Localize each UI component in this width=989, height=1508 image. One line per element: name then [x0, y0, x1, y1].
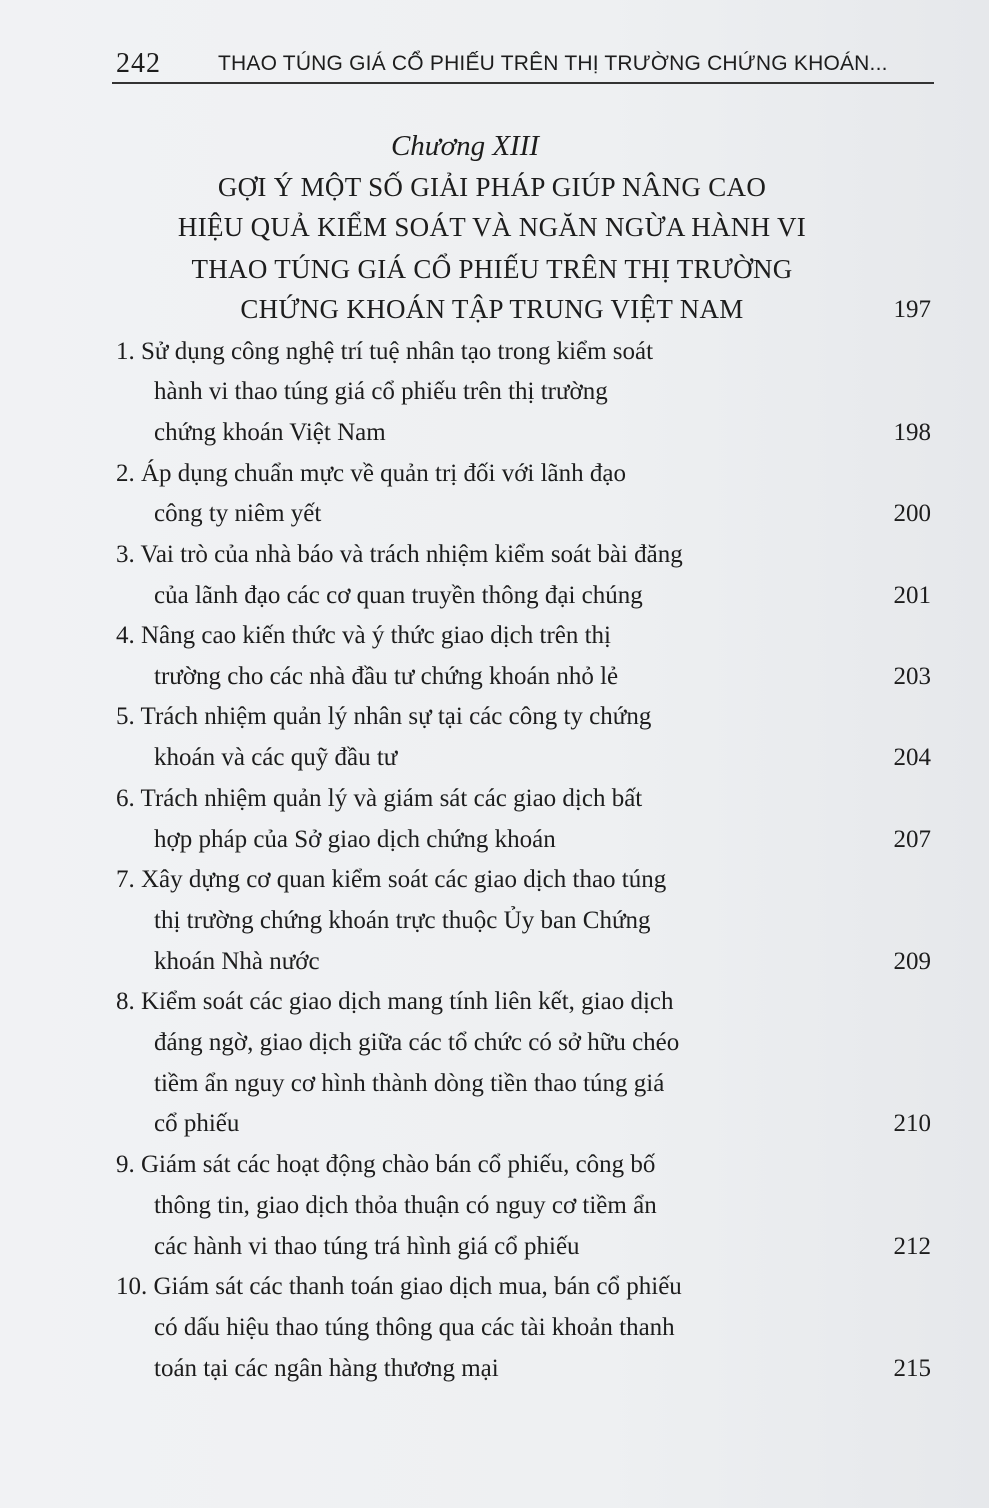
header-rule [112, 82, 934, 84]
toc-entry-line: thông tin, giao dịch thỏa thuận có nguy cơ tiềm ẩn [154, 1192, 657, 1219]
toc-entry-line: 1. Sử dụng công nghệ trí tuệ nhân tạo trong kiểm soát [116, 338, 654, 365]
toc-entry-line: thị trường chứng khoán trực thuộc Ủy ban Chứng [154, 907, 651, 934]
toc-entry-line: chứng khoán Việt Nam [154, 419, 386, 446]
chapter-title-line: THAO TÚNG GIÁ CỔ PHIẾU TRÊN THỊ TRƯỜNG [191, 254, 793, 284]
toc-entry-page: 201 [893, 582, 931, 609]
toc-entry-line: 3. Vai trò của nhà báo và trách nhiệm kiểm soát bài đăng [116, 541, 683, 568]
chapter-title-line: GỢI Ý MỘT SỐ GIẢI PHÁP GIÚP NÂNG CAO [217, 172, 767, 202]
toc-entry-line: trường cho các nhà đầu tư chứng khoán nhỏ lẻ [154, 663, 619, 690]
toc-entry-page: 204 [893, 744, 931, 771]
toc-entry-page: 215 [893, 1355, 931, 1382]
toc-entry-page: 198 [893, 419, 931, 446]
running-title: THAO TÚNG GIÁ CỔ PHIẾU TRÊN THỊ TRƯỜNG CHỨNG KHOÁN... [218, 52, 888, 75]
toc-entry-line: hành vi thao túng giá cổ phiếu trên thị trường [154, 378, 608, 405]
toc-entry-line: hợp pháp của Sở giao dịch chứng khoán [154, 826, 556, 853]
toc-entry-line: 9. Giám sát các hoạt động chào bán cổ phiếu, công bố [116, 1151, 656, 1178]
toc-entry-page: 210 [893, 1110, 931, 1137]
toc-entry-line: 8. Kiểm soát các giao dịch mang tính liên kết, giao dịch [116, 988, 674, 1015]
toc-entry-line: khoán và các quỹ đầu tư [154, 744, 398, 771]
toc-entry-page: 200 [893, 500, 931, 527]
toc-entry-line: 5. Trách nhiệm quản lý nhân sự tại các công ty chứng [116, 703, 652, 730]
toc-entry-line: tiềm ẩn nguy cơ hình thành dòng tiền thao túng giá [154, 1070, 665, 1097]
toc-entry-page: 203 [893, 663, 931, 690]
toc-entry-page: 207 [893, 826, 931, 853]
toc-entry-line: khoán Nhà nước [154, 948, 320, 975]
toc-entry-line: 6. Trách nhiệm quản lý và giám sát các giao dịch bất [116, 785, 643, 812]
chapter-page-ref: 197 [893, 296, 931, 323]
chapter-title-line: CHỨNG KHOÁN TẬP TRUNG VIỆT NAM [240, 294, 744, 324]
toc-entry-page: 209 [893, 948, 931, 975]
toc-entry-line: công ty niêm yết [154, 500, 322, 527]
toc-entry-line: toán tại các ngân hàng thương mại [154, 1355, 499, 1382]
toc-entry-line: 7. Xây dựng cơ quan kiểm soát các giao dịch thao túng [116, 866, 667, 893]
toc-entry-line: 10. Giám sát các thanh toán giao dịch mua, bán cổ phiếu [116, 1273, 682, 1300]
toc-entry-line: của lãnh đạo các cơ quan truyền thông đại chúng [154, 582, 643, 609]
toc-entry-line: các hành vi thao túng trá hình giá cổ phiếu [154, 1233, 580, 1260]
toc-entry-line: cổ phiếu [154, 1110, 240, 1137]
toc-entry-page: 212 [893, 1233, 931, 1260]
page-number: 242 [116, 48, 161, 79]
toc-entry-line: đáng ngờ, giao dịch giữa các tổ chức có sở hữu chéo [154, 1029, 680, 1056]
chapter-title-line: HIỆU QUẢ KIỂM SOÁT VÀ NGĂN NGỪA HÀNH VI [177, 212, 807, 242]
page-header [112, 44, 934, 84]
chapter-label: Chương XIII [390, 130, 540, 162]
toc-entry-line: 4. Nâng cao kiến thức và ý thức giao dịch trên thị [116, 622, 612, 649]
toc-entry-line: có dấu hiệu thao túng thông qua các tài khoản thanh [154, 1314, 675, 1341]
toc-entry-line: 2. Áp dụng chuẩn mực về quản trị đối với lãnh đạo [116, 460, 626, 487]
